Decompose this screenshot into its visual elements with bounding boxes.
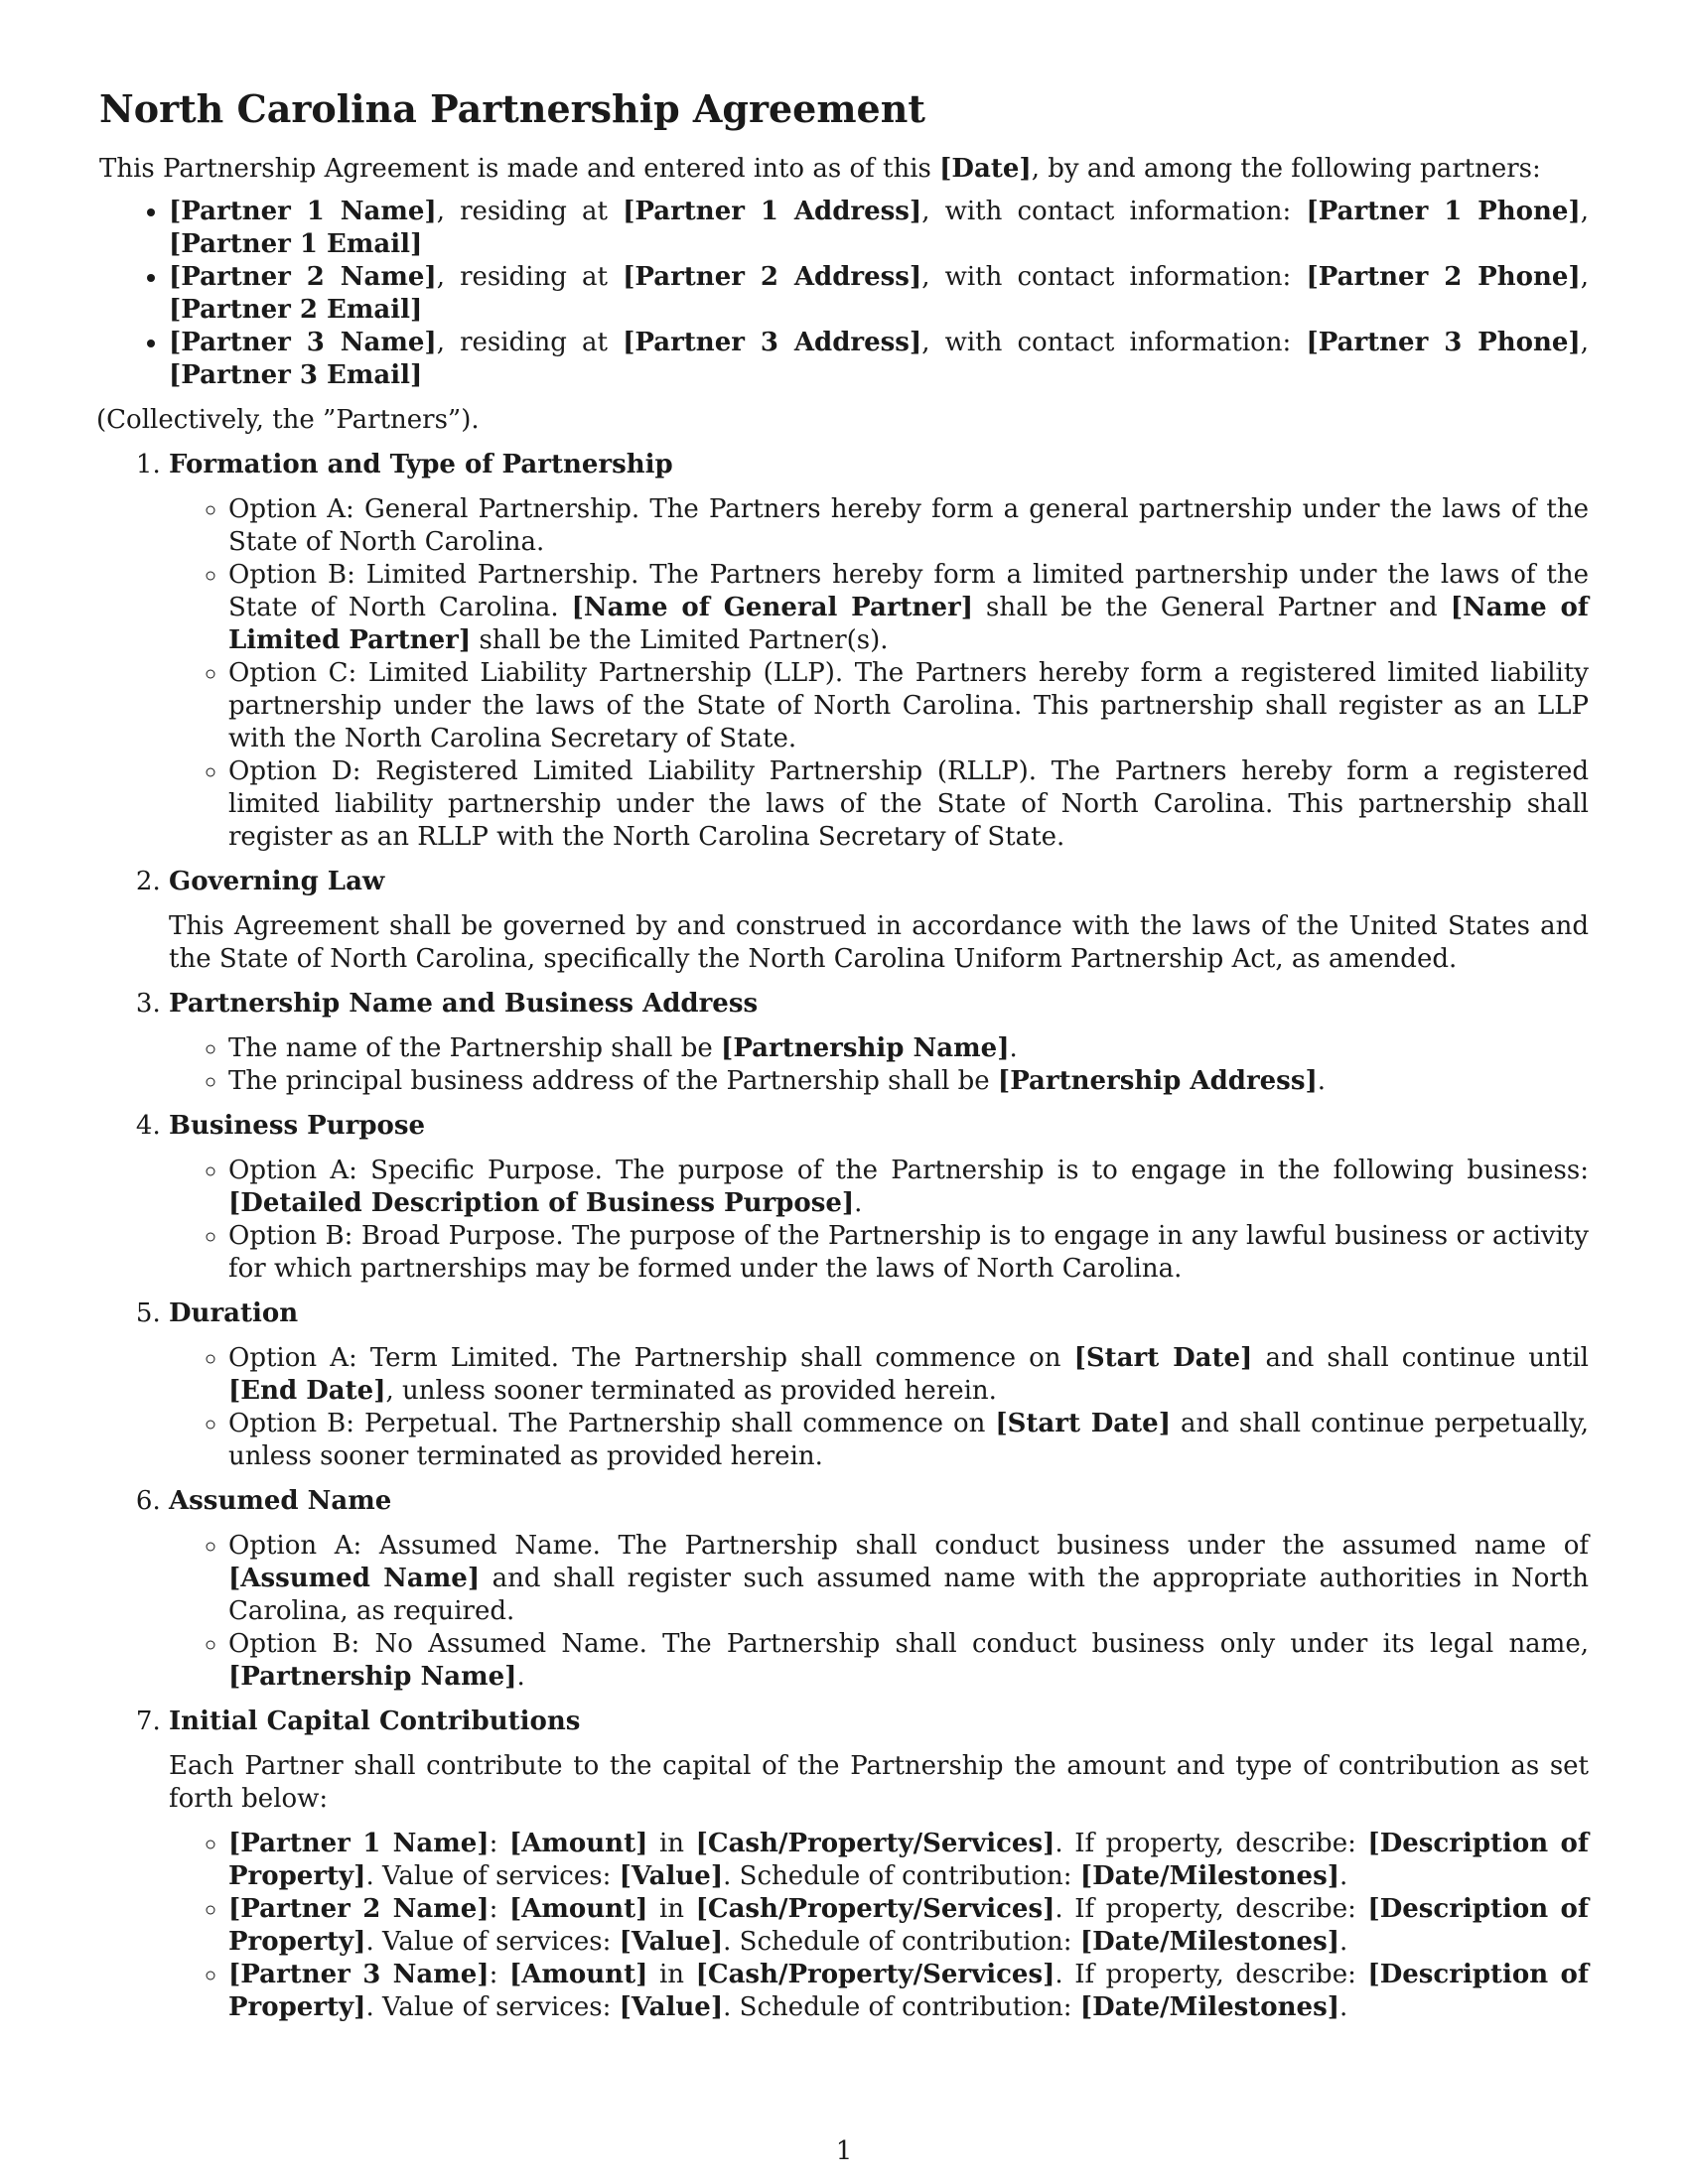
partner-name: [Partner 3 Name]: [228, 1960, 490, 1989]
page-number: 1: [835, 2136, 853, 2166]
limited-partner-placeholder: [Name of Limited Partner]: [228, 593, 1589, 655]
intro-text-end: , by and among the following partners:: [1031, 154, 1541, 184]
text: . If property, describe:: [1055, 1960, 1368, 1989]
text: .: [1339, 1861, 1348, 1891]
property-description-placeholder: [Description of Property]: [228, 1894, 1590, 1957]
value-placeholder: [Value]: [619, 1861, 724, 1891]
section-business-purpose: [169, 1110, 1589, 1286]
type-placeholder: [Cash/Property/Services]: [695, 1960, 1055, 1989]
option-item: [228, 1628, 1589, 1694]
text: , with contact information:: [921, 197, 1307, 226]
option-list: [169, 1530, 1589, 1694]
text: and shall register such assumed name with the appropriate authorities in North Carolina, as required.: [228, 1564, 1589, 1626]
text: and shall continue perpetually, unless sooner terminated as provided herein.: [228, 1409, 1589, 1471]
text: . Schedule of contribution:: [723, 1992, 1080, 2022]
text: . Schedule of contribution:: [723, 1927, 1080, 1957]
intro-paragraph: [99, 153, 1589, 186]
partner-name: [Partner 2 Name]: [228, 1894, 490, 1924]
text: . Schedule of contribution:: [723, 1861, 1080, 1891]
text: ,: [1580, 197, 1589, 226]
section-paragraph: This Agreement shall be governed by and construed in accordance with the laws of the United States and the State of North Carolina, specifically the North Carolina Uniform Partnership Act, as amended.: [169, 911, 1589, 974]
option-item: ◦ Option A: General Partnership. The Partners hereby form a general partnership under the laws of the State of North Carolina.: [228, 493, 1589, 559]
partner-phone: [Partner 1 Phone]: [1306, 197, 1581, 226]
text: . Value of services:: [365, 1861, 620, 1891]
text: , residing at: [436, 328, 624, 357]
type-placeholder: [Cash/Property/Services]: [695, 1829, 1055, 1858]
amount-placeholder: [Amount]: [508, 1829, 648, 1858]
text: .: [1317, 1066, 1327, 1096]
partner-email: [Partner 1 Email]: [169, 229, 423, 259]
end-date-placeholder: [End Date]: [228, 1376, 386, 1406]
text: Option B: No Assumed Name. The Partnership shall conduct business only under its legal name,: [228, 1629, 1589, 1659]
partner-phone: [Partner 3 Phone]: [1306, 328, 1581, 357]
text: , residing at: [436, 197, 624, 226]
text: Option A: Assumed Name. The Partnership shall conduct business under the assumed name of: [228, 1531, 1589, 1561]
text: .: [1339, 1992, 1348, 2022]
contribution-list: [169, 1828, 1589, 2024]
partner-item: [169, 196, 1589, 261]
value-placeholder: [Value]: [619, 1927, 724, 1957]
text: , residing at: [436, 262, 624, 292]
option-item: [228, 1342, 1589, 1408]
text: shall be the General Partner and: [973, 593, 1451, 622]
option-list: [169, 493, 1589, 854]
partner-phone: [Partner 2 Phone]: [1306, 262, 1581, 292]
section-title: 1. Formation and Type of Partnership: [169, 450, 673, 479]
document-page: [96, 86, 1590, 2036]
option-item: [228, 1408, 1589, 1473]
text: The name of the Partnership shall be: [228, 1033, 722, 1063]
partner-email: [Partner 2 Email]: [169, 295, 423, 325]
start-date-placeholder: [Start Date]: [1073, 1343, 1253, 1373]
section-title: 3. Partnership Name and Business Address: [169, 989, 759, 1019]
section-formation: [169, 449, 1589, 854]
text: .: [1009, 1033, 1018, 1063]
business-purpose-placeholder: [Detailed Description of Business Purpose]: [228, 1188, 855, 1218]
text: :: [489, 1960, 509, 1989]
partner-list: [99, 196, 1589, 392]
schedule-placeholder: [Date/Milestones]: [1079, 1927, 1340, 1957]
partner-name: [Partner 3 Name]: [169, 328, 437, 357]
option-list: [169, 1342, 1589, 1473]
option-item: ◦ Option D: Registered Limited Liability Partnership (RLLP). The Partners hereby form a registered limited liability partnership under the laws of the State of North Carolina. This partnership shall register as an RLLP with the North Carolina Secretary of State.: [228, 755, 1589, 854]
value-placeholder: [Value]: [619, 1992, 724, 2022]
text: . Value of services:: [365, 1927, 620, 1957]
partner-name: [Partner 2 Name]: [169, 262, 437, 292]
option-item: ◦ Option C: Limited Liability Partnership (LLP). The Partners hereby form a registered limited liability partnership under the laws of the State of North Carolina. This partnership shall register as an LLP with the North Carolina Secretary of State.: [228, 657, 1589, 755]
text: .: [854, 1188, 863, 1218]
text: Option B: Perpetual. The Partnership shall commence on: [228, 1409, 996, 1438]
option-item: [228, 559, 1589, 657]
partner-address: [Partner 2 Address]: [623, 262, 922, 292]
option-list: [169, 1155, 1589, 1286]
option-item: [228, 1530, 1589, 1628]
option-item: ◦ Option B: Broad Purpose. The purpose of the Partnership is to engage in any lawful business or activity for which partnerships may be formed under the laws of North Carolina.: [228, 1220, 1589, 1286]
partner-address: [Partner 1 Address]: [623, 197, 922, 226]
amount-placeholder: [Amount]: [508, 1960, 648, 1989]
text: The principal business address of the Partnership shall be: [228, 1066, 998, 1096]
section-name-address: [169, 988, 1589, 1098]
partner-item: [169, 327, 1589, 392]
text: , with contact information:: [921, 328, 1307, 357]
text: in: [647, 1829, 696, 1858]
start-date-placeholder: [Start Date]: [995, 1409, 1172, 1438]
section-title: 6. Assumed Name: [169, 1486, 392, 1516]
text: , with contact information:: [921, 262, 1307, 292]
text: and shall continue until: [1252, 1343, 1590, 1373]
section-title: 2. Governing Law: [169, 867, 385, 896]
text: :: [489, 1894, 509, 1924]
partner-name: [Partner 1 Name]: [169, 197, 437, 226]
option-item: [228, 1155, 1589, 1220]
document-title: North Carolina Partnership Agreement: [99, 86, 925, 131]
text: .: [516, 1662, 525, 1692]
assumed-name-placeholder: [Assumed Name]: [228, 1564, 481, 1593]
option-item: [228, 1065, 1589, 1098]
partner-name: [Partner 1 Name]: [228, 1829, 490, 1858]
text: Option A: Term Limited. The Partnership shall commence on: [228, 1343, 1074, 1373]
section-paragraph: Each Partner shall contribute to the capital of the Partnership the amount and type of contribution as set forth below:: [169, 1751, 1589, 1814]
text: . If property, describe:: [1055, 1894, 1368, 1924]
section-title: 4. Business Purpose: [169, 1111, 426, 1141]
section-capital-contributions: [169, 1706, 1589, 2024]
partnership-address-placeholder: [Partnership Address]: [997, 1066, 1318, 1096]
schedule-placeholder: [Date/Milestones]: [1079, 1992, 1340, 2022]
schedule-placeholder: [Date/Milestones]: [1079, 1861, 1340, 1891]
text: .: [1339, 1927, 1348, 1957]
text: in: [647, 1894, 696, 1924]
text: in: [647, 1960, 696, 1989]
text: . If property, describe:: [1055, 1829, 1368, 1858]
section-title: 5. Duration: [169, 1298, 299, 1328]
section-list: [99, 449, 1589, 2024]
text: Option B: Limited Partnership. The Partners hereby form a limited partnership under the laws of the State of North Carolina.: [228, 560, 1589, 622]
partnership-name-placeholder: [Partnership Name]: [721, 1033, 1010, 1063]
option-item: [228, 1032, 1589, 1065]
text: ,: [1580, 328, 1589, 357]
section-title: 7. Initial Capital Contributions: [169, 1706, 581, 1736]
contribution-item: [228, 1959, 1589, 2024]
option-list: [169, 1032, 1589, 1098]
partner-item: [169, 261, 1589, 327]
section-assumed-name: [169, 1485, 1589, 1694]
collective-note: (Collectively, the ”Partners”).: [96, 405, 480, 435]
amount-placeholder: [Amount]: [508, 1894, 648, 1924]
contribution-item: [228, 1828, 1589, 1893]
text: shall be the Limited Partner(s).: [471, 625, 889, 655]
property-description-placeholder: [Description of Property]: [228, 1960, 1590, 2022]
date-placeholder: [Date]: [939, 154, 1032, 184]
contribution-item: [228, 1893, 1589, 1959]
type-placeholder: [Cash/Property/Services]: [695, 1894, 1055, 1924]
text: . Value of services:: [365, 1992, 620, 2022]
partner-address: [Partner 3 Address]: [623, 328, 922, 357]
text: ,: [1580, 262, 1589, 292]
intro-text: This Partnership Agreement is made and entered into as of this: [99, 154, 940, 184]
text: Option A: Specific Purpose. The purpose of the Partnership is to engage in the following business:: [228, 1156, 1589, 1185]
partnership-name-placeholder: [Partnership Name]: [228, 1662, 517, 1692]
partner-email: [Partner 3 Email]: [169, 360, 423, 390]
text: , unless sooner terminated as provided herein.: [385, 1376, 997, 1406]
text: :: [489, 1829, 509, 1858]
section-duration: [169, 1297, 1589, 1473]
property-description-placeholder: [Description of Property]: [228, 1829, 1590, 1891]
general-partner-placeholder: [Name of General Partner]: [571, 593, 973, 622]
section-governing-law: [169, 866, 1589, 976]
